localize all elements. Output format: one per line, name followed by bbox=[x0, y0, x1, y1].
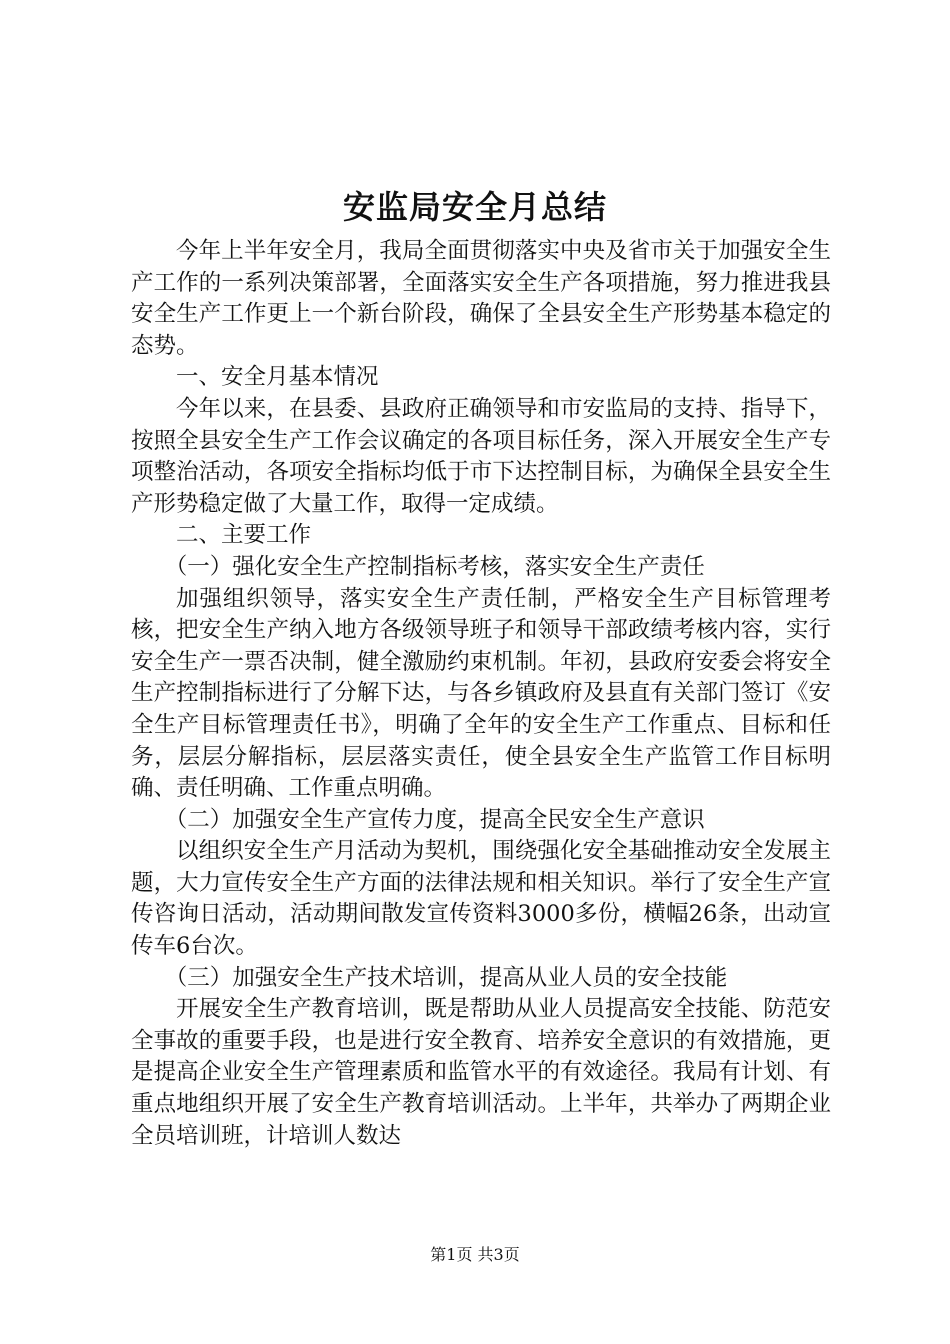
subsection-heading-1: （一）强化安全生产控制指标考核，落实安全生产责任 bbox=[164, 553, 705, 580]
intro-paragraph: 今年上半年安全月，我局全面贯彻落实中央及省市关于加强安全生产工作的一系列决策部署，全面落实安全生产各项措施，努力推进我县安全生产工作更上一个新台阶段，确保了全县安全生产形势基本稳定的态势。 bbox=[131, 238, 831, 359]
document-title: 安监局安全月总结 bbox=[342, 188, 607, 226]
document-body bbox=[131, 236, 831, 1152]
subsection-3-paragraph: 开展安全生产教育培训，既是帮助从业人员提高安全技能、防范安全事故的重要手段，也是进行安全教育、培养安全意识的有效措施，更是提高企业安全生产管理素质和监管水平的有效途径。我局有计划、有重点地组织开展了安全生产教育培训活动。上半年，共举办了两期企业全员培训班，计培训人数达 bbox=[131, 996, 831, 1149]
section-1-paragraph: 今年以来，在县委、县政府正确领导和市安监局的支持、指导下，按照全县安全生产工作会议确定的各项目标任务，深入开展安全生产专项整治活动，各项安全指标均低于市下达控制目标，为确保全县安全生产形势稳定做了大量工作，取得一定成绩。 bbox=[131, 395, 831, 517]
subsection-2-paragraph: 以组织安全生产月活动为契机，围绕强化安全基础推动安全发展主题，大力宣传安全生产方面的法律法规和相关知识。举行了安全生产宣传咨询日活动，活动期间散发宣传资料3000多份，横幅26条，出动宣传车6台次。 bbox=[131, 838, 831, 960]
subsection-heading-3: （三）加强安全生产技术培训，提高从业人员的安全技能 bbox=[164, 964, 728, 991]
subsection-1-paragraph: 加强组织领导，落实安全生产责任制，严格安全生产目标管理考核，把安全生产纳入地方各级领导班子和领导干部政绩考核内容，实行安全生产一票否决制，健全激励约束机制。年初，县政府安委会将安全生产控制指标进行了分解下达，与各乡镇政府及县直有关部门签订《安全生产目标管理责任书》，明确了全年的安全生产工作重点、目标和任务，层层分解指标，层层落实责任，使全县安全生产监管工作目标明确、责任明确、工作重点明确。 bbox=[131, 585, 831, 802]
page-footer: 第1页 共3页 bbox=[430, 1245, 520, 1264]
subsection-heading-2: （二）加强安全生产宣传力度，提高全民安全生产意识 bbox=[164, 806, 705, 833]
section-heading-2: 二、主要工作 bbox=[176, 522, 312, 549]
section-heading-1: 一、安全月基本情况 bbox=[176, 364, 379, 391]
